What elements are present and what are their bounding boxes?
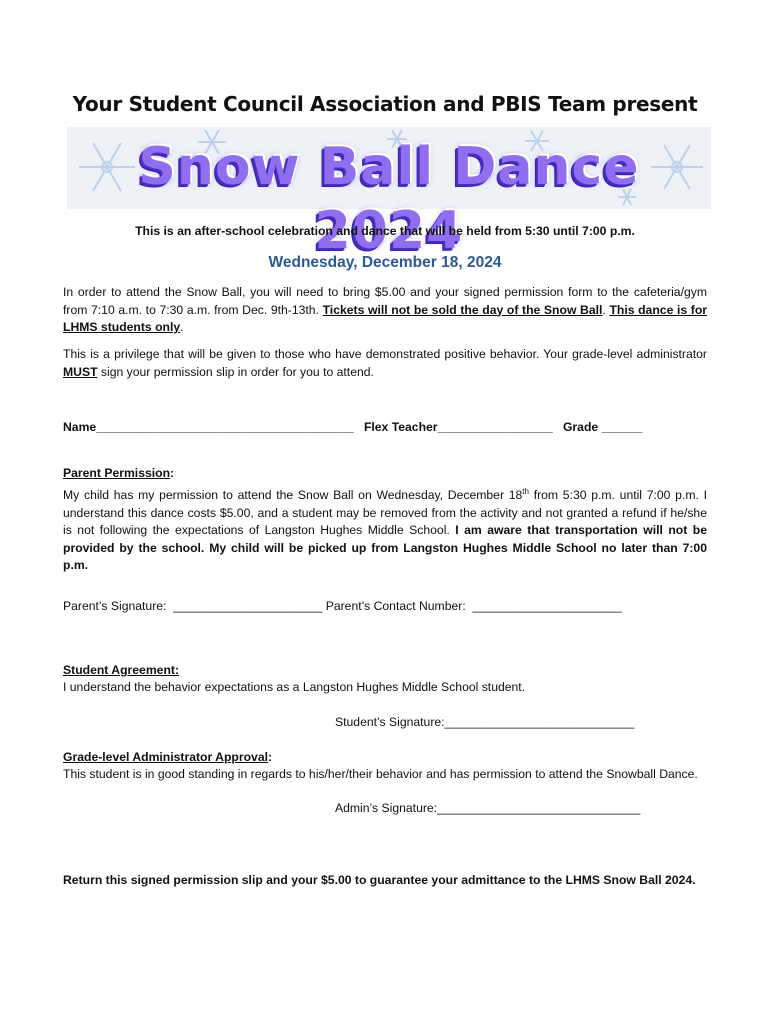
grade-field[interactable]: Grade ______ [562,420,643,434]
privilege-paragraph: This is a privilege that will be given to those who have demonstrated positive behavior. Your grade-level administrator MUST sign your permission slip in order for you to attend. [63,347,707,379]
parent-signature-line[interactable]: Parent’s Signature: ______________________ Parent’s Contact Number: ______________________ [63,599,622,613]
attendance-paragraph: In order to attend the Snow Ball, you will need to bring $5.00 and your signed permission form to the cafeteria/gym from 7:10 a.m. to 7:30 a.m. from Dec. 9th-13th. Tickets will not be sold the day of the Snow Ball. This dance is for LHMS students only. [63,285,708,334]
no-sales-notice: Tickets will not be sold the day of the Snow Ball [322,302,603,317]
parent-permission-text: My child has my permission to attend the Snow Ball on Wednesday, December 18th from 5:30 p.m. until 7:00 p.m. I understand this dance costs $5.00, and a student may be removed from the activity and not granted a refund if he/she is not following the expectations of Langston Hughes Middle School. I am aware that transportation will not be provided by the school. My child will be picked up from Langston Hughes Middle School no later than 7:00 p.m. [63,487,707,573]
parent-permission-heading: Parent Permission: [63,466,175,480]
date-heading: Wednesday, December 18, 2024 [268,254,502,271]
student-info-line [63,419,707,437]
intro-text: This is an after-school celebration and dance that will be held from 5:30 until 7:00 p.m. [135,224,635,238]
student-signature-line[interactable]: Student’s Signature:____________________________ [335,715,635,729]
admin-signature-line[interactable]: Admin’s Signature:______________________________ [335,801,641,815]
lhms-only-notice: This dance is for LHMS students only [63,302,708,334]
admin-approval-heading: Grade-level Administrator Approval: [63,750,273,764]
banner-title: Snow Ball Dance 2024 [138,137,640,261]
admin-approval-text: This student is in good standing in regards to his/her/their behavior and has permission to attend the Snowball Dance. [63,767,698,781]
student-agreement-heading: Student Agreement: [63,663,180,677]
student-agreement-text: I understand the behavior expectations as a Langston Hughes Middle School student. [63,680,526,694]
presenter-line: Your Student Council Association and PBIS Team present [72,92,698,116]
flex-teacher-field[interactable]: Flex Teacher_________________ [363,420,553,434]
name-field[interactable]: Name______________________________________ [63,420,354,434]
closing-instruction: Return this signed permission slip and your $5.00 to guarantee your admittance to the LHMS Snow Ball 2024. [63,873,696,887]
